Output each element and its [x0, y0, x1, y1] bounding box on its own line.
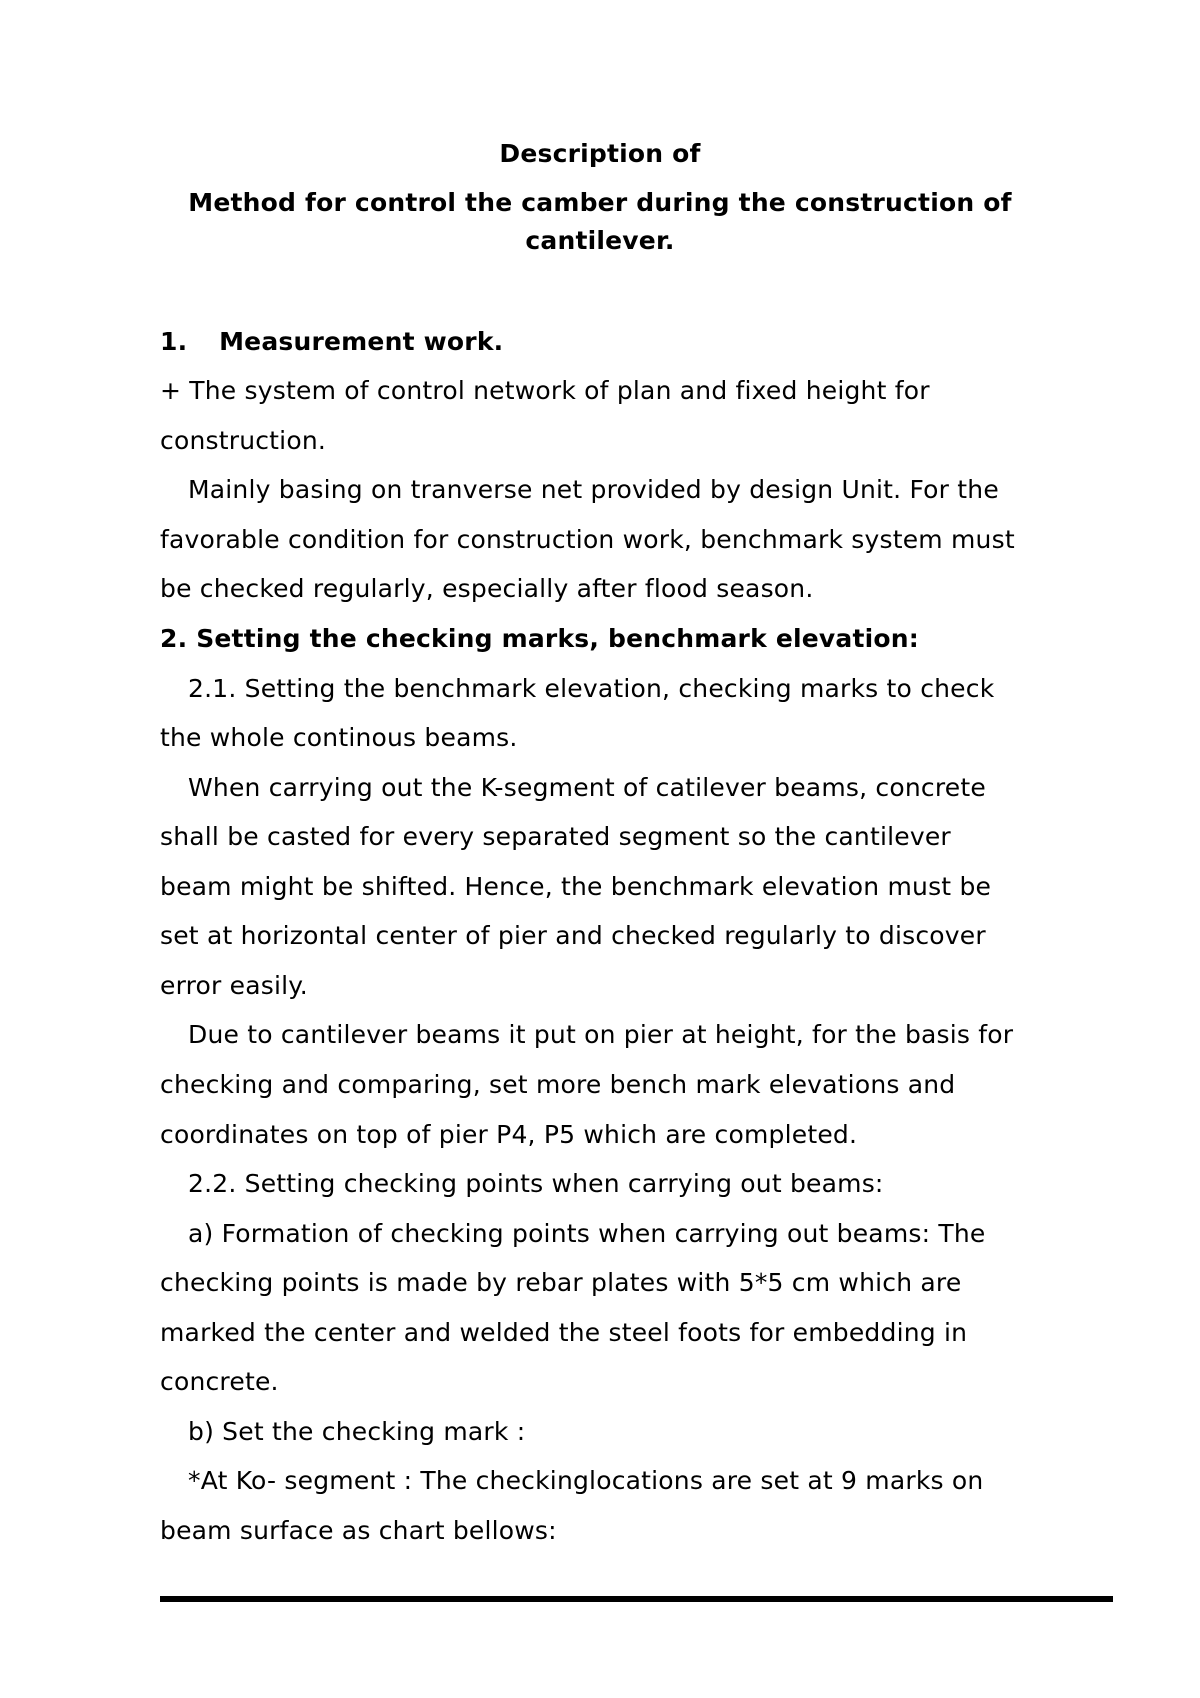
paragraph-line: beam might be shifted. Hence, the benchmark elevation must be — [160, 872, 992, 901]
paragraph-line: concrete. — [160, 1367, 279, 1396]
paragraph-line: beam surface as chart bellows: — [160, 1516, 557, 1545]
paragraph-line: a) Formation of checking points when carrying out beams: The — [188, 1219, 986, 1248]
title-line-3: cantilever. — [525, 226, 675, 255]
paragraph-line: Mainly basing on tranverse net provided by design Unit. For the — [188, 475, 999, 504]
paragraph-line: marked the center and welded the steel foots for embedding in — [160, 1318, 968, 1347]
section-1-title: Measurement work. — [219, 327, 504, 356]
paragraph-line: When carrying out the K-segment of catilever beams, concrete — [188, 773, 986, 802]
horizontal-rule — [160, 1596, 1113, 1602]
paragraph-line: 2.2. Setting checking points when carrying out beams: — [188, 1169, 884, 1198]
paragraph-line: be checked regularly, especially after flood season. — [160, 574, 814, 603]
paragraph-line: 2.1. Setting the benchmark elevation, checking marks to check — [188, 674, 995, 703]
title-line-2: Method for control the camber during the construction of — [188, 188, 1012, 217]
paragraph-line: shall be casted for every separated segment so the cantilever — [160, 822, 951, 851]
paragraph-line: error easily. — [160, 971, 308, 1000]
paragraph-line: favorable condition for construction work, benchmark system must — [160, 525, 1015, 554]
paragraph-line: b) Set the checking mark : — [188, 1417, 526, 1446]
section-1-heading — [160, 327, 503, 357]
paragraph-line: set at horizontal center of pier and checked regularly to discover — [160, 921, 986, 950]
paragraph-line: *At Ko- segment : The checkinglocations are set at 9 marks on — [188, 1466, 984, 1495]
paragraph-line: construction. — [160, 426, 327, 455]
paragraph-line: the whole continous beams. — [160, 723, 518, 752]
paragraph-line: Due to cantilever beams it put on pier at height, for the basis for — [188, 1020, 1014, 1049]
section-1-number: 1. — [160, 327, 188, 356]
paragraph-line: checking and comparing, set more bench mark elevations and — [160, 1070, 956, 1099]
paragraph-line: checking points is made by rebar plates with 5*5 cm which are — [160, 1268, 962, 1297]
paragraph-line: coordinates on top of pier P4, P5 which are completed. — [160, 1120, 858, 1149]
paragraph-line: + The system of control network of plan and fixed height for — [160, 376, 930, 405]
section-2-heading: 2. Setting the checking marks, benchmark elevation: — [160, 624, 919, 653]
title-line-1: Description of — [499, 139, 701, 168]
